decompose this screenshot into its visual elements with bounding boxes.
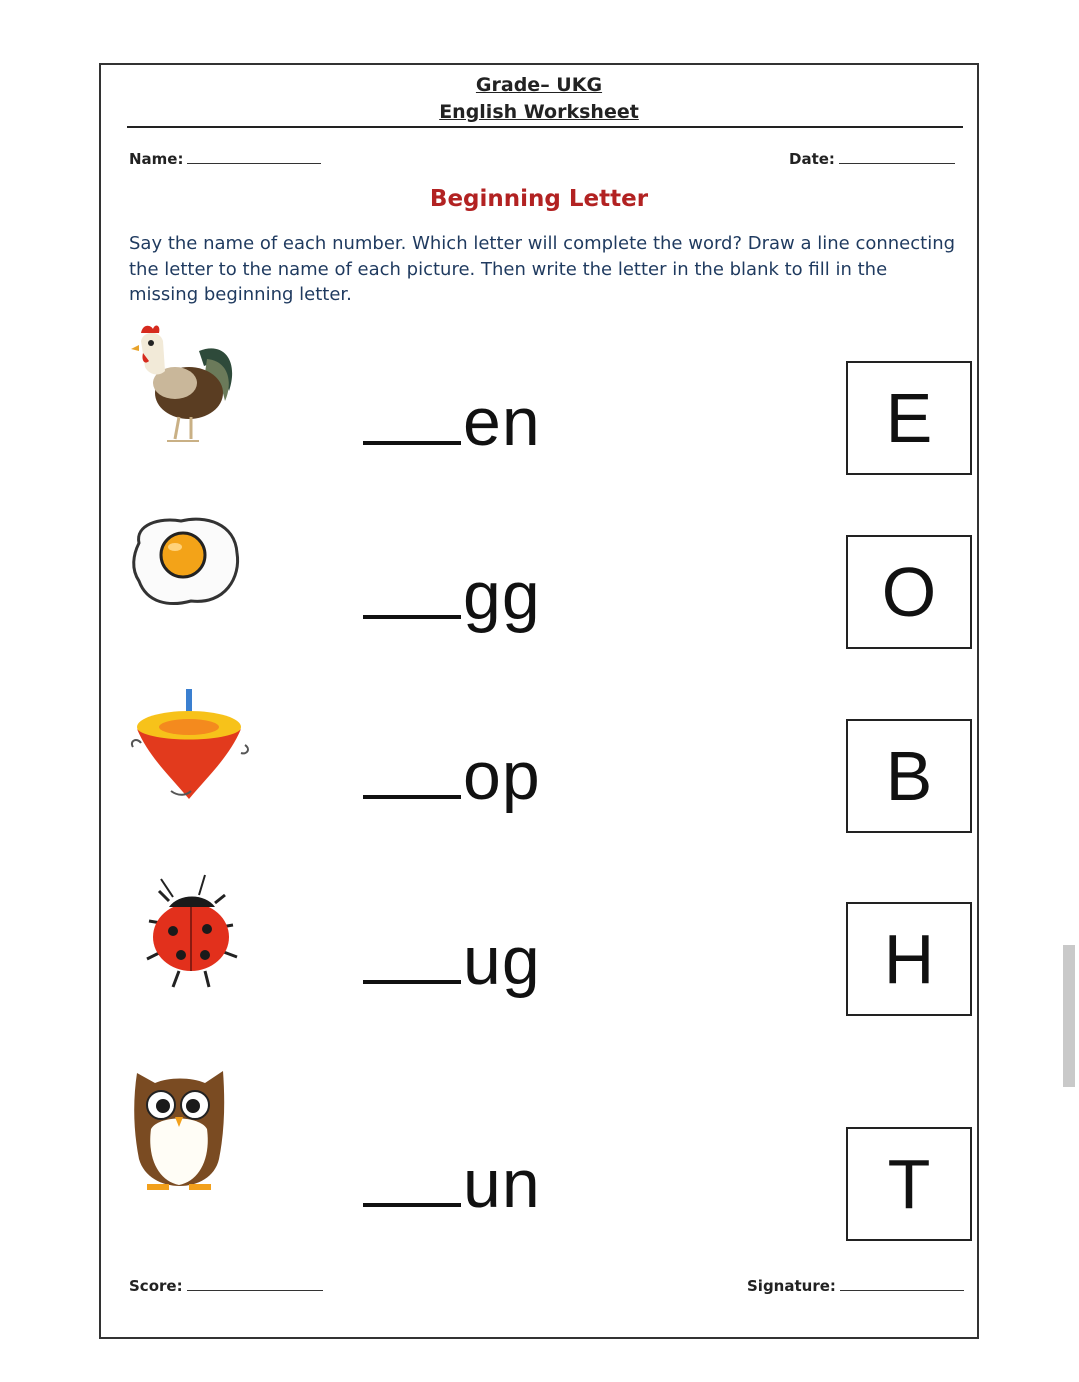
name-blank[interactable] xyxy=(187,163,321,164)
letter-box[interactable]: O xyxy=(846,535,972,649)
letter-box[interactable]: B xyxy=(846,719,972,833)
word-ending: en xyxy=(463,384,541,460)
letter-box[interactable]: T xyxy=(846,1127,972,1241)
signature-blank[interactable] xyxy=(840,1290,964,1291)
owl-icon xyxy=(129,1059,229,1207)
score-label: Score: xyxy=(129,1277,183,1295)
word-blank[interactable] xyxy=(363,615,461,619)
word-row-5 xyxy=(363,1145,541,1223)
instructions: Say the name of each number. Which letter will complete the word? Draw a line connecting the letter to the name of each picture. Then write the letter in the blank to fill in the missing beginning letter. xyxy=(129,233,956,305)
score-field xyxy=(129,1277,323,1295)
page-title: Beginning Letter xyxy=(429,186,649,212)
letter-box[interactable]: E xyxy=(846,361,972,475)
word-row-3 xyxy=(363,737,541,815)
date-field xyxy=(789,150,955,168)
date-label: Date: xyxy=(789,150,835,168)
word-ending: un xyxy=(463,1146,541,1222)
grade-heading: Grade– UKG xyxy=(475,74,603,96)
word-row-1 xyxy=(363,383,541,461)
word-row-4 xyxy=(363,922,541,1000)
word-blank[interactable] xyxy=(363,795,461,799)
word-blank[interactable] xyxy=(363,1203,461,1207)
word-ending: gg xyxy=(463,558,541,634)
word-ending: op xyxy=(463,738,541,814)
score-blank[interactable] xyxy=(187,1290,323,1291)
top-icon xyxy=(129,687,253,805)
word-row-2 xyxy=(363,557,541,635)
word-blank[interactable] xyxy=(363,441,461,445)
scrollbar-thumb[interactable] xyxy=(1063,945,1075,1087)
header-rule xyxy=(127,126,963,128)
signature-field xyxy=(747,1277,964,1295)
bug-icon xyxy=(129,871,253,991)
letter-box[interactable]: H xyxy=(846,902,972,1016)
word-blank[interactable] xyxy=(363,980,461,984)
egg-icon xyxy=(129,513,241,609)
word-ending: ug xyxy=(463,923,541,999)
worksheet xyxy=(99,63,979,1339)
name-label: Name: xyxy=(129,150,184,168)
hen-icon xyxy=(129,321,239,445)
signature-label: Signature: xyxy=(747,1277,836,1295)
date-blank[interactable] xyxy=(839,163,955,164)
worksheet-heading: English Worksheet xyxy=(439,101,639,123)
name-field xyxy=(129,150,321,168)
